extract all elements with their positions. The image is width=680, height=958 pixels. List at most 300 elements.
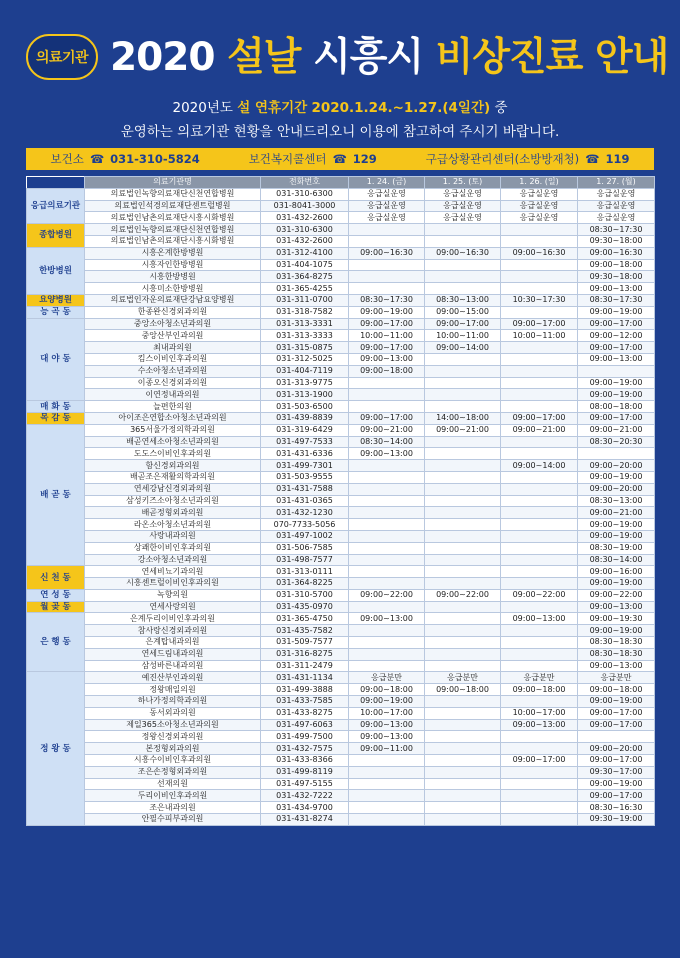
hours-cell: 09:00~13:00	[349, 353, 425, 365]
hospital-name-cell: 한종완신경외과의원	[85, 306, 261, 318]
hours-cell: 09:00~19:00	[349, 696, 425, 708]
phone-cell: 031-499-7301	[261, 460, 349, 472]
hours-cell: 09:00~11:00	[349, 743, 425, 755]
hospital-name-cell: 중앙산부인과의원	[85, 330, 261, 342]
region-cell: 월 곶 동	[27, 601, 85, 613]
hours-cell: 09:00~18:00	[501, 684, 578, 696]
hours-cell	[425, 471, 501, 483]
table-row	[27, 755, 655, 767]
hours-cell	[501, 696, 578, 708]
table-row	[27, 625, 655, 637]
hospital-name-cell: 배곧정형외과의원	[85, 507, 261, 519]
phone-cell: 031-432-1230	[261, 507, 349, 519]
hours-cell: 응급실운영	[501, 200, 578, 212]
hours-cell: 09:00~17:00	[578, 707, 655, 719]
hours-cell: 14:00~18:00	[425, 412, 501, 424]
table-row	[27, 353, 655, 365]
region-cell: 목 감 동	[27, 412, 85, 424]
hours-cell: 08:30~14:00	[349, 436, 425, 448]
hours-cell: 08:00~18:00	[578, 401, 655, 413]
hours-cell	[501, 283, 578, 295]
column-header: 1. 25. (토)	[425, 177, 501, 189]
table-row	[27, 389, 655, 401]
phone-cell: 031-315-0875	[261, 342, 349, 354]
phone-cell: 031-431-8274	[261, 814, 349, 826]
contact-bar	[26, 148, 654, 170]
hours-cell: 응급분만	[578, 672, 655, 684]
hours-cell	[501, 778, 578, 790]
column-header: 의료기관명	[85, 177, 261, 189]
phone-cell: 031-497-1002	[261, 530, 349, 542]
hours-cell: 09:00~18:00	[578, 684, 655, 696]
region-cell: 은 행 동	[27, 613, 85, 672]
region-cell: 정 왕 동	[27, 672, 85, 825]
hours-cell: 08:30~16:30	[578, 802, 655, 814]
hours-cell: 08:30~13:00	[425, 294, 501, 306]
hours-cell: 09:00~17:00	[501, 318, 578, 330]
contact-phone: 119	[605, 152, 630, 166]
hours-cell	[425, 601, 501, 613]
phone-cell: 031-404-1075	[261, 259, 349, 271]
phone-cell: 031-431-1134	[261, 672, 349, 684]
table-row	[27, 271, 655, 283]
phone-cell: 031-364-8225	[261, 578, 349, 590]
phone-cell: 031-313-3331	[261, 318, 349, 330]
title-emergency: 비상진료 안내	[435, 35, 669, 80]
hours-cell	[501, 625, 578, 637]
hours-cell	[349, 542, 425, 554]
region-cell: 연 성 동	[27, 589, 85, 601]
hours-cell: 09:00~19:00	[349, 306, 425, 318]
hours-cell	[425, 271, 501, 283]
hours-cell: 08:30~18:30	[578, 637, 655, 649]
hours-cell	[425, 460, 501, 472]
hours-cell	[501, 648, 578, 660]
hours-cell	[425, 566, 501, 578]
table-row	[27, 259, 655, 271]
phone-cell: 031-431-0365	[261, 495, 349, 507]
table-row	[27, 377, 655, 389]
header-region-cell	[27, 177, 85, 189]
hours-cell: 09:00~17:00	[349, 342, 425, 354]
hours-cell: 09:00~19:00	[578, 519, 655, 531]
table-row	[27, 719, 655, 731]
hours-cell	[425, 507, 501, 519]
table-row	[27, 802, 655, 814]
hours-cell	[501, 743, 578, 755]
hours-cell	[501, 235, 578, 247]
hours-cell	[425, 235, 501, 247]
hours-cell	[425, 625, 501, 637]
hours-cell: 09:00~16:30	[349, 247, 425, 259]
hours-cell	[501, 542, 578, 554]
phone-cell: 031-432-2600	[261, 235, 349, 247]
hospital-name-cell: 시흥미소한방병원	[85, 283, 261, 295]
hours-cell	[425, 648, 501, 660]
hours-cell	[501, 790, 578, 802]
hours-cell	[425, 660, 501, 672]
phone-cell: 031-313-1900	[261, 389, 349, 401]
hours-cell	[349, 778, 425, 790]
phone-cell: 031-435-0970	[261, 601, 349, 613]
hours-cell	[349, 755, 425, 767]
hospital-name-cell: 정왕신경외과의원	[85, 731, 261, 743]
hours-cell: 09:00~13:00	[349, 731, 425, 743]
phone-cell: 031-498-7577	[261, 554, 349, 566]
hospital-name-cell: 삼성바른내과의원	[85, 660, 261, 672]
hours-cell	[501, 353, 578, 365]
table-row	[27, 294, 655, 306]
hours-cell	[501, 578, 578, 590]
hours-cell	[425, 495, 501, 507]
hours-cell	[425, 377, 501, 389]
hours-cell	[578, 448, 655, 460]
hours-cell: 09:00~19:00	[578, 696, 655, 708]
hours-cell	[501, 637, 578, 649]
hours-cell: 응급실운영	[425, 212, 501, 224]
hospital-name-cell: 안필수피부과의원	[85, 814, 261, 826]
hours-cell	[425, 283, 501, 295]
hours-cell: 08:30~20:30	[578, 436, 655, 448]
hours-cell: 09:00~17:00	[578, 342, 655, 354]
hospital-name-cell: 의료법인녹향의료재단신천연합병원	[85, 188, 261, 200]
poster-header	[0, 0, 680, 170]
hospital-name-cell: 강소아청소년과의원	[85, 554, 261, 566]
hours-cell: 09:00~16:30	[501, 247, 578, 259]
hours-cell: 응급실운영	[501, 212, 578, 224]
hours-cell	[349, 578, 425, 590]
hours-cell	[349, 507, 425, 519]
hours-cell	[501, 271, 578, 283]
phone-cell: 031-499-3888	[261, 684, 349, 696]
region-cell: 종합병원	[27, 224, 85, 248]
hospital-name-cell: 시흥자인한방병원	[85, 259, 261, 271]
hours-cell	[501, 814, 578, 826]
hours-cell	[425, 707, 501, 719]
hours-cell: 08:30~13:00	[578, 495, 655, 507]
hospital-name-cell: 제일365소아청소년과의원	[85, 719, 261, 731]
hours-cell: 09:00~22:00	[425, 589, 501, 601]
hours-cell	[425, 483, 501, 495]
contact-phone: 031-310-5824	[110, 152, 200, 166]
hours-cell	[349, 530, 425, 542]
hours-cell: 09:00~21:00	[425, 424, 501, 436]
hours-cell: 09:00~13:00	[501, 719, 578, 731]
hours-cell: 응급실운영	[349, 212, 425, 224]
table-row	[27, 318, 655, 330]
hospital-name-cell: 이종오신경외과의원	[85, 377, 261, 389]
hours-cell	[425, 353, 501, 365]
phone-cell: 070-7733-5056	[261, 519, 349, 531]
contact-label: 보건소	[50, 152, 84, 166]
hospital-name-cell: 조은손정형외과의원	[85, 766, 261, 778]
phone-cell: 031-313-3333	[261, 330, 349, 342]
hours-cell	[501, 377, 578, 389]
hospital-name-cell: 사랑내과의원	[85, 530, 261, 542]
hours-cell: 09:00~14:00	[425, 342, 501, 354]
hours-cell: 10:00~11:00	[349, 330, 425, 342]
hours-cell: 08:30~14:00	[578, 554, 655, 566]
table-row	[27, 188, 655, 200]
table-row	[27, 731, 655, 743]
hours-cell: 09:00~15:00	[425, 306, 501, 318]
hospital-name-cell: 의료법인녹향의료재단신천연합병원	[85, 224, 261, 236]
table-row	[27, 743, 655, 755]
hospital-name-cell: 도도스이비인후과의원	[85, 448, 261, 460]
table-row	[27, 707, 655, 719]
phone-cell: 031-439-8839	[261, 412, 349, 424]
hospital-name-cell: 시흥수이비인후과의원	[85, 755, 261, 767]
region-cell: 매 화 동	[27, 401, 85, 413]
hours-cell: 09:00~21:00	[501, 424, 578, 436]
hours-cell	[501, 554, 578, 566]
hours-cell	[425, 554, 501, 566]
hours-cell: 09:30~19:00	[578, 814, 655, 826]
table-row	[27, 507, 655, 519]
phone-cell: 031-509-7577	[261, 637, 349, 649]
phone-cell: 031-503-6500	[261, 401, 349, 413]
hours-cell: 08:30~17:30	[578, 224, 655, 236]
hours-cell: 09:00~16:00	[578, 566, 655, 578]
table-row	[27, 365, 655, 377]
phone-cell: 031-432-7222	[261, 790, 349, 802]
phone-cell: 031-319-6429	[261, 424, 349, 436]
hospital-name-cell: 이연정내과의원	[85, 389, 261, 401]
hours-cell	[349, 554, 425, 566]
table-row	[27, 424, 655, 436]
table-row	[27, 814, 655, 826]
hours-cell: 09:00~22:00	[578, 589, 655, 601]
hospital-name-cell: 의료법인남촌의료재단시흥시화병원	[85, 235, 261, 247]
hours-cell	[501, 566, 578, 578]
hours-cell	[349, 377, 425, 389]
hours-cell	[349, 790, 425, 802]
region-cell: 능 곡 동	[27, 306, 85, 318]
hours-cell	[501, 365, 578, 377]
hours-cell	[578, 731, 655, 743]
table-header-row	[27, 177, 655, 189]
phone-cell: 031-431-6336	[261, 448, 349, 460]
hours-cell: 09:00~19:00	[578, 471, 655, 483]
hours-cell	[349, 601, 425, 613]
phone-cell: 031-499-8119	[261, 766, 349, 778]
hours-cell: 09:00~17:00	[349, 318, 425, 330]
column-header: 1. 24. (금)	[349, 177, 425, 189]
hours-cell: 09:00~18:00	[425, 684, 501, 696]
hours-cell: 09:00~18:00	[349, 684, 425, 696]
table-row	[27, 471, 655, 483]
medical-institution-badge: 의료기관	[26, 34, 98, 80]
hours-cell	[578, 365, 655, 377]
hours-cell: 09:00~17:00	[425, 318, 501, 330]
hours-cell	[349, 271, 425, 283]
phone-cell: 031-497-7533	[261, 436, 349, 448]
table-row	[27, 200, 655, 212]
hours-cell: 응급실운영	[501, 188, 578, 200]
table-row	[27, 448, 655, 460]
hours-cell	[501, 483, 578, 495]
table-row	[27, 613, 655, 625]
hours-cell	[425, 731, 501, 743]
hours-cell: 응급실운영	[578, 200, 655, 212]
column-header: 1. 26. (일)	[501, 177, 578, 189]
hours-cell	[425, 766, 501, 778]
hours-cell	[501, 306, 578, 318]
contact-item	[426, 151, 630, 167]
region-cell: 대 야 동	[27, 318, 85, 401]
hours-cell	[425, 613, 501, 625]
table-row	[27, 283, 655, 295]
region-cell: 한방병원	[27, 247, 85, 294]
hours-cell	[425, 389, 501, 401]
contact-label: 보건복지콜센터	[248, 152, 327, 166]
hours-cell	[425, 719, 501, 731]
hours-cell	[501, 802, 578, 814]
column-header: 전화번호	[261, 177, 349, 189]
hours-cell: 09:00~12:00	[578, 330, 655, 342]
hours-cell: 09:00~19:00	[578, 306, 655, 318]
hospital-name-cell: 정왕매일의원	[85, 684, 261, 696]
hours-cell: 응급실운영	[349, 188, 425, 200]
phone-cell: 031-364-8275	[261, 271, 349, 283]
hours-cell: 09:00~13:00	[578, 601, 655, 613]
hours-cell: 09:00~18:00	[349, 365, 425, 377]
hours-cell	[425, 448, 501, 460]
hours-cell: 09:00~20:00	[578, 743, 655, 755]
hours-cell: 09:00~19:30	[578, 613, 655, 625]
phone-icon: ☎	[89, 152, 105, 166]
table-row	[27, 696, 655, 708]
hours-cell: 09:00~21:00	[349, 424, 425, 436]
hours-cell: 08:30~17:30	[578, 294, 655, 306]
table-row	[27, 401, 655, 413]
hospital-name-cell: 삼성키즈소아청소년과의원	[85, 495, 261, 507]
hours-cell: 09:00~17:00	[349, 412, 425, 424]
hours-cell	[349, 235, 425, 247]
hours-cell	[425, 755, 501, 767]
hospital-name-cell: 의료법인자운의료재단강남요양병원	[85, 294, 261, 306]
phone-cell: 031-506-7585	[261, 542, 349, 554]
hours-cell: 09:00~19:00	[578, 625, 655, 637]
hospital-name-cell: 아이조은연합소아청소년과의원	[85, 412, 261, 424]
table-row	[27, 224, 655, 236]
hours-cell: 10:00~17:00	[501, 707, 578, 719]
hours-cell: 응급실운영	[425, 188, 501, 200]
hours-cell: 09:00~19:00	[578, 578, 655, 590]
hospital-name-cell: 선재의원	[85, 778, 261, 790]
phone-cell: 031-313-9775	[261, 377, 349, 389]
hours-cell	[349, 460, 425, 472]
contact-phone: 129	[352, 152, 377, 166]
subtitle-year: 2020년도	[172, 100, 233, 116]
page-title	[110, 26, 670, 86]
hours-cell: 10:00~11:00	[425, 330, 501, 342]
hours-cell: 09:00~17:00	[578, 755, 655, 767]
hours-cell	[501, 507, 578, 519]
phone-icon: ☎	[332, 152, 347, 166]
hours-cell	[501, 601, 578, 613]
subtitle-guide: 운영하는 의료기관 현황을 안내드리오니 이용에 참고하여 주시기 바랍니다.	[120, 124, 560, 140]
region-cell: 요양병원	[27, 294, 85, 306]
subtitle-period	[0, 96, 680, 116]
hospital-name-cell: 조은내과의원	[85, 802, 261, 814]
hours-cell: 08:30~17:30	[349, 294, 425, 306]
hours-cell	[349, 802, 425, 814]
phone-cell: 031-318-7582	[261, 306, 349, 318]
table-body	[27, 188, 655, 825]
phone-cell: 031-434-9700	[261, 802, 349, 814]
hours-cell: 08:30~18:30	[578, 648, 655, 660]
hours-cell: 09:00~13:00	[501, 613, 578, 625]
hours-cell: 09:00~14:00	[501, 460, 578, 472]
hospital-name-cell: 참사랑신경외과의원	[85, 625, 261, 637]
hours-cell	[425, 259, 501, 271]
phone-cell: 031-316-8275	[261, 648, 349, 660]
hours-cell	[349, 566, 425, 578]
phone-cell: 031-497-5155	[261, 778, 349, 790]
phone-cell: 031-312-4100	[261, 247, 349, 259]
hours-cell: 09:00~13:00	[578, 660, 655, 672]
hours-cell	[425, 401, 501, 413]
table-row	[27, 436, 655, 448]
hospital-name-cell: 시흥한방병원	[85, 271, 261, 283]
hours-cell	[349, 660, 425, 672]
hours-cell	[349, 259, 425, 271]
hours-cell: 09:00~13:00	[578, 283, 655, 295]
hours-cell: 10:00~11:00	[501, 330, 578, 342]
hours-cell: 09:00~19:00	[578, 778, 655, 790]
hours-cell	[501, 519, 578, 531]
hours-cell	[425, 436, 501, 448]
hospital-name-cell: 의료법인남촌의료재단시흥시화병원	[85, 212, 261, 224]
hospital-name-cell: 예진산부인과의원	[85, 672, 261, 684]
hours-cell	[349, 224, 425, 236]
hours-cell	[349, 483, 425, 495]
hours-cell: 08:30~19:00	[578, 542, 655, 554]
hospital-name-cell: 녹향의원	[85, 589, 261, 601]
hours-cell: 응급실운영	[578, 188, 655, 200]
hours-cell	[349, 283, 425, 295]
hours-cell: 09:00~21:00	[578, 507, 655, 519]
title-seollal: 설날	[227, 35, 301, 80]
hours-cell: 응급분만	[425, 672, 501, 684]
hours-cell	[349, 389, 425, 401]
phone-cell: 031-311-0700	[261, 294, 349, 306]
hours-cell	[501, 342, 578, 354]
hours-cell: 09:00~18:00	[578, 259, 655, 271]
hospital-name-cell: 하나가정의학과의원	[85, 696, 261, 708]
table-row	[27, 766, 655, 778]
table-row	[27, 672, 655, 684]
hours-cell: 09:00~21:00	[578, 424, 655, 436]
subtitle-dates: 2020.1.24.~1.27.(4일간)	[311, 100, 491, 116]
table-row	[27, 566, 655, 578]
hours-cell: 09:00~13:00	[349, 719, 425, 731]
hours-cell	[425, 224, 501, 236]
hours-cell: 09:00~16:30	[425, 247, 501, 259]
hours-cell	[349, 637, 425, 649]
hours-cell: 09:00~17:00	[578, 412, 655, 424]
hours-cell: 09:30~18:00	[578, 271, 655, 283]
hours-cell: 09:00~19:00	[578, 377, 655, 389]
phone-cell: 031-310-6300	[261, 224, 349, 236]
subtitle-suffix: 중	[494, 100, 508, 116]
hours-cell: 09:00~20:00	[578, 460, 655, 472]
hospital-name-cell: 은계탑내과의원	[85, 637, 261, 649]
hours-cell: 09:00~13:00	[578, 353, 655, 365]
table-row	[27, 330, 655, 342]
hospital-name-cell: 중앙소아청소년과의원	[85, 318, 261, 330]
